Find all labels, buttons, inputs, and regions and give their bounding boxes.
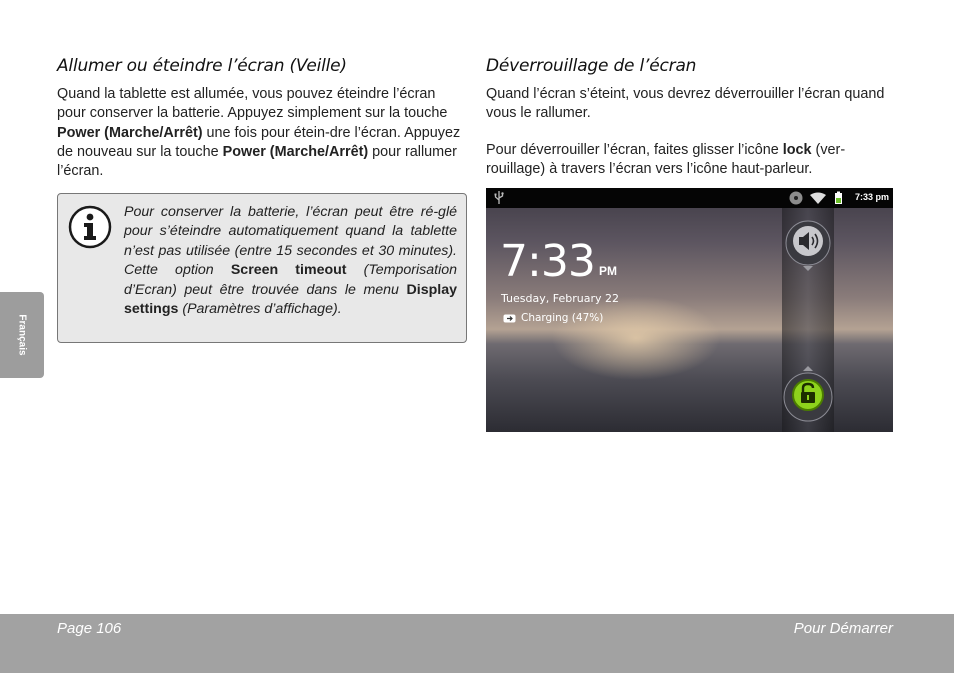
usb-icon [494, 191, 504, 205]
lockscreen-date: Tuesday, February 22 [501, 292, 619, 305]
info-icon [68, 205, 112, 249]
unlock-paragraph-2: Pour déverrouiller l’écran, faites glisser l’icône lock (ver-rouillage) à travers l’écran vers l’icône haut-parleur. [486, 141, 846, 177]
section-title: Pour Démarrer [793, 620, 893, 637]
status-icons [789, 191, 845, 205]
page-footer [0, 614, 954, 673]
right-column [486, 56, 896, 179]
lock-icon[interactable] [778, 365, 838, 427]
left-column [57, 56, 467, 181]
cdrom-icon [790, 192, 803, 205]
lockscreen-screenshot [486, 188, 893, 432]
charging-status: Charging (47%) [503, 312, 603, 324]
status-bar [486, 188, 893, 208]
sound-icon[interactable] [778, 216, 838, 274]
wifi-icon [810, 193, 826, 205]
language-side-tab [0, 292, 44, 378]
language-label: Français [16, 314, 28, 356]
sleep-paragraph: Quand la tablette est allumée, vous pouvez éteindre l’écran pour conserver la batterie. Appuyez simplement sur la touche Power (Marche/Arrêt) une fois pour étein-dre l’écran. Appuyez de nouveau sur la touche Power (Marche/Arrêt) pour rallumer l’écran. [57, 86, 461, 180]
note-text: Pour conserver la batterie, l’écran peut être ré-glé pour s’éteindre automatiquement quand la tablette n’est pas utilisée (entre 15 secondes et 30 minutes). Cette option Screen timeout (Temporisation d’Ecran) peut être trouvée dans le menu Display settings (Paramètres d’affichage). [124, 204, 457, 318]
battery-icon [835, 192, 842, 205]
status-time: 7:33 pm [854, 192, 889, 202]
heading-unlock: Déverrouillage de l’écran [486, 56, 697, 76]
unlock-paragraph-1: Quand l’écran s’éteint, vous devrez déverrouiller l’écran quand vous le rallumer. [486, 86, 885, 122]
charging-icon [503, 314, 517, 323]
lockscreen-clock: 7:33 [500, 236, 595, 287]
page-number: Page 106 [57, 620, 122, 637]
lockscreen-ampm: PM [599, 264, 617, 278]
heading-sleep: Allumer ou éteindre l’écran (Veille) [57, 56, 347, 76]
info-note-box [57, 193, 467, 343]
